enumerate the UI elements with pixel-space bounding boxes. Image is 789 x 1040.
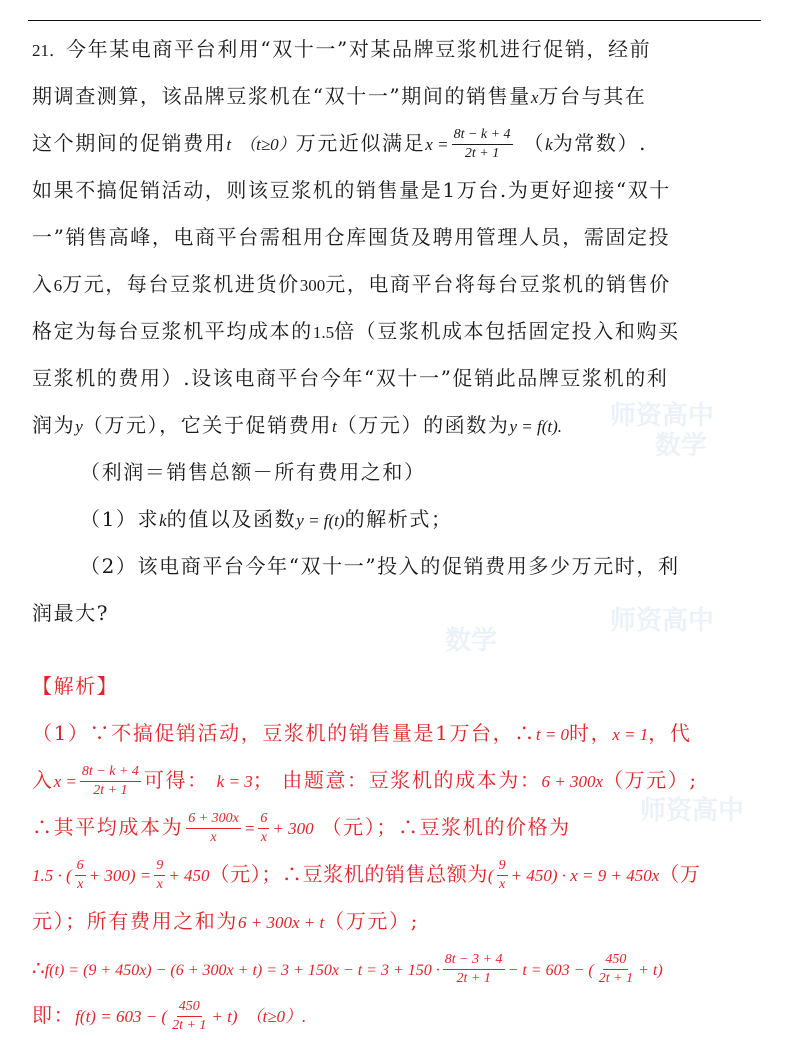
watermark: 师资高中 [610, 606, 715, 636]
solution-line: ∴f(t) = (9 + 450x) − (6 + 300x + t) = 3 + 150x − t = 3 + 150 · $\frac{8t - 3 + 4}{2t + 1}$ − t = 603 − ( $\frac{450}{2t + 1}$ + t) [32, 952, 663, 986]
problem-text: （1）求 [80, 507, 160, 531]
problem-text: 倍（豆浆机成本包括固定投入和购买 [334, 319, 680, 343]
number: 300 [299, 276, 326, 295]
problem-text: （2）该电商平台今年“双十一”投入的促销费用多少万元时，利 [80, 554, 680, 578]
math-expr: 6 + 300x [541, 772, 603, 791]
document-body [32, 26, 762, 1039]
problem-line [32, 120, 762, 167]
problem-line [32, 214, 762, 261]
problem-text: 为常数）. [552, 131, 648, 155]
watermark: 师资高中 [640, 796, 745, 826]
problem-text: 入 [32, 272, 54, 296]
solution-heading: 【解析】 [32, 674, 119, 698]
fraction: $\frac{9}{x}$ [156, 858, 164, 892]
problem-line [32, 167, 762, 214]
problem-line [32, 308, 762, 355]
number: 6 [53, 276, 63, 295]
math-expr: k = 3 [216, 772, 253, 791]
problem-line [32, 73, 762, 120]
problem-text: 今年某电商平台利用“双十一”对某品牌豆浆机进行促销，经前 [66, 37, 652, 61]
fraction: $\frac{450}{2t + 1}$ [598, 952, 634, 986]
problem-line [32, 355, 762, 402]
problem-text: 豆浆机的费用）.设该电商平台今年“双十一”促销此品牌豆浆机的利 [32, 366, 669, 390]
math-expr: y = f(t). [509, 417, 563, 436]
math-expr: f(t) = 603 − ( [75, 1007, 168, 1026]
problem-note [32, 449, 762, 496]
fraction: $\frac{6}{x}$ [76, 858, 84, 892]
math-expr: y = f(t) [296, 511, 345, 530]
problem-text: （ [523, 131, 546, 155]
problem-text: 万元，每台豆浆机进货价 [62, 272, 300, 296]
watermark: 数学 [655, 431, 708, 461]
fraction: $\frac{8t - 3 + 4}{2t + 1}$ [444, 952, 503, 986]
math-var: k [159, 511, 167, 530]
problem-text: （利润＝销售总额－所有费用之和） [80, 460, 426, 484]
math-expr: t = 0 [535, 725, 570, 744]
question-1 [32, 496, 762, 543]
fraction: $\frac{450}{2t + 1}$ [172, 999, 207, 1033]
solution-line: ∴其平均成本为 $\frac{6 + 300x}{x}$ = $\frac{6}{x}$ + 300 （元）；∴豆浆机的价格为 [32, 811, 571, 845]
watermark: 师资高中 [610, 401, 715, 431]
math-expr: x = [425, 135, 449, 154]
solution [32, 663, 762, 1039]
math-var: y [75, 417, 83, 436]
fraction: $\frac{8t - k + 4}{2t + 1}$ [453, 127, 511, 161]
problem-text: 一”销售高峰，电商平台需租用仓库囤货及聘用管理人员，需固定投 [32, 225, 671, 249]
problem-text: 万台与其在 [538, 84, 647, 108]
math-expr: x = 1 [612, 725, 649, 744]
fraction: $\frac{8t - k + 4}{2t + 1}$ [81, 764, 139, 798]
math-var: t [331, 417, 337, 436]
solution-line: （1）∵不搞促销活动，豆浆机的销售量是1万台，∴t = 0时，x = 1，代 [32, 721, 692, 745]
problem-text: 元，电商平台将每台豆浆机的销售价 [325, 272, 671, 296]
solution-line: 元）；所有费用之和为6 + 300x + t（万元）; [32, 909, 419, 933]
math-expr: 6 + 300x + t [238, 913, 325, 932]
problem-statement [32, 26, 762, 637]
fraction: $\frac{9}{x}$ [498, 858, 506, 892]
problem-text: 润为 [32, 413, 76, 437]
top-rule [28, 20, 761, 21]
math-var: t [226, 135, 232, 154]
number: 1.5 [312, 323, 335, 342]
problem-text: 万元近似满足 [295, 131, 426, 155]
solution-line: 1.5 · ( $\frac{6}{x}$ + 300) = $\frac{9}{x}$ + 450（元）；∴豆浆机的销售总额为( $\frac{9}{x}$ + 450) · x = 9 + 450x（万 [32, 858, 701, 892]
math-var: k [545, 135, 553, 154]
fraction: $\frac{6 + 300x}{x}$ [188, 811, 239, 845]
fraction: $\frac{6}{x}$ [260, 811, 268, 845]
math-expr: f(t) = (9 + 450x) − (6 + 300x + t) = 3 + 150x − t = 3 + 150 · [44, 962, 440, 979]
problem-text: 格定为每台豆浆机平均成本的 [32, 319, 313, 343]
math-var: x [530, 88, 539, 107]
problem-line [32, 261, 762, 308]
problem-text: 这个期间的促销费用 [32, 131, 227, 155]
problem-line [32, 26, 762, 73]
problem-text: （万元），它关于促销费用 [82, 413, 332, 437]
question-2 [32, 543, 762, 590]
solution-line: 入x = $\frac{8t - k + 4}{2t + 1}$ 可得： k = 3； 由题意：豆浆机的成本为：6 + 300x（万元）; [32, 764, 698, 798]
problem-text: 润最大? [32, 601, 110, 625]
problem-text: 期调查测算，该品牌豆浆机在“双十一”期间的销售量 [32, 84, 531, 108]
problem-text: 的解析式； [344, 507, 453, 531]
problem-text: 如果不搞促销活动，则该豆浆机的销售量是1万台.为更好迎接“双十 [32, 178, 671, 202]
question-2-cont [32, 590, 762, 637]
problem-text: （万元）的函数为 [336, 413, 510, 437]
problem-number: 21． [32, 41, 66, 60]
math-cond: （t≥0） [239, 135, 296, 154]
solution-line: 即：f(t) = 603 − ( $\frac{450}{2t + 1}$ + t) （t≥0）. [32, 999, 307, 1033]
problem-text: 的值以及函数 [166, 507, 297, 531]
problem-line [32, 402, 762, 449]
watermark: 数学 [445, 626, 498, 656]
